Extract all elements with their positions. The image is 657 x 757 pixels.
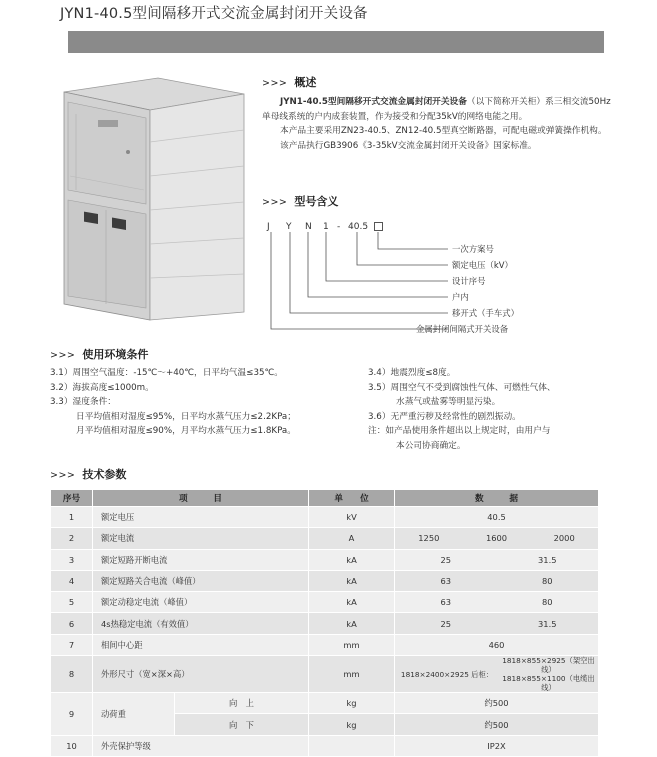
overview-p2: 本产品主要采用ZN23-40.5、ZN12-40.5型真空断路器，可配电磁或弹簧操作机构。 [280, 126, 607, 136]
table-row: 10 外壳保护等级 IP2X [51, 735, 599, 756]
env-line: 3.6）无严重污秽及经常性的剧烈振动。 [368, 411, 521, 422]
model-letter-n: N [305, 222, 312, 232]
table-row: 6 4s热稳定电流（有效值） kA 25 31.5 [51, 613, 599, 634]
overview-heading: >>> 概述 [262, 76, 317, 89]
col-header-unit: 单 位 [309, 490, 395, 507]
model-leader-lines [262, 232, 452, 337]
model-legend-voltage: 额定电压（kV） [452, 260, 513, 270]
model-legend-scheme: 一次方案号 [452, 244, 494, 254]
model-legend-design: 设计序号 [452, 276, 486, 286]
env-line: 3.2）海拔高度≤1000m。 [50, 382, 154, 393]
cabinet-illustration [58, 72, 248, 322]
environment-heading: >>> 使用环境条件 [50, 348, 149, 361]
model-letter-dash: - [337, 222, 341, 232]
table-row: 9 动荷重 向 上 kg 约500 [51, 693, 599, 714]
overview-p3: 该产品执行GB3906《3-35kV交流金属封闭开关设备》国家标准。 [280, 140, 537, 151]
env-line: 月平均值相对湿度≤90%，月平均水蒸气压力≤1.8KPa。 [76, 426, 296, 437]
environment-right [368, 366, 556, 454]
model-scheme-box [374, 222, 383, 231]
params-table [50, 489, 599, 757]
table-row: 4 额定短路关合电流（峰值） kA 63 80 [51, 570, 599, 591]
env-line: 3.5）周围空气不受到腐蚀性气体、可燃性气体、 [368, 382, 556, 393]
env-line: 本公司协商确定。 [396, 440, 466, 451]
page-title: JYN1-40.5型间隔移开式交流金属封闭开关设备 [60, 6, 368, 22]
table-row: 1 额定电压 kV 40.5 [51, 507, 599, 528]
col-header-data: 数 据 [395, 490, 599, 507]
overview-p1: （以下简称开关柜）系三相交流50Hz单母线系统的户内成套装置，作为接受和分配35kV的网络电能之用。 [262, 97, 611, 122]
title-bar [68, 31, 604, 53]
table-row: 2 额定电流 A 1250 1600 2000 [51, 528, 599, 549]
env-line: 3.1）周围空气温度：-15℃～+40℃，日平均气温≤35℃。 [50, 368, 283, 378]
env-line: 水蒸气或盐雾等明显污染。 [396, 397, 501, 408]
table-header-row [51, 490, 599, 507]
env-line: 日平均值相对湿度≤95%，日平均水蒸气压力≤2.2KPa； [76, 411, 296, 422]
table-row: 8 外形尺寸（宽×深×高） mm 1818×2400×2925 后柜： 1818×855×2925（架空出线） 1818×855×1100（电缆出线） [51, 656, 599, 693]
table-row: 向 下 kg 约500 [51, 714, 599, 735]
environment-left [50, 366, 296, 439]
env-line: 3.4）地震烈度≤8度。 [368, 368, 456, 378]
overview-text [262, 95, 612, 153]
model-legend-indoor: 户内 [452, 292, 469, 302]
model-heading: >>> 型号含义 [262, 195, 339, 208]
col-header-no: 序号 [51, 490, 93, 507]
model-legend-withdrawable: 移开式（手车式） [452, 308, 519, 318]
model-legend-metal-enclosed: 金属封闭间隔式开关设备 [416, 324, 509, 334]
params-heading: >>> 技术参数 [50, 468, 127, 481]
model-letter-1: 1 [323, 222, 329, 232]
model-letter-j: J [267, 222, 270, 232]
table-row: 5 额定动稳定电流（峰值） kA 63 80 [51, 592, 599, 613]
env-line: 注：如产品使用条件超出以上规定时，由用户与 [368, 426, 551, 437]
overview-product-name: JYN1-40.5型间隔移开式交流金属封闭开关设备 [280, 97, 467, 107]
col-header-item: 项 目 [93, 490, 309, 507]
env-line: 3.3）湿度条件： [50, 397, 116, 408]
table-row: 7 相间中心距 mm 460 [51, 634, 599, 655]
table-row: 3 额定短路开断电流 kA 25 31.5 [51, 549, 599, 570]
model-letter-y: Y [286, 222, 292, 232]
model-letter-voltage: 40.5 [348, 222, 369, 232]
